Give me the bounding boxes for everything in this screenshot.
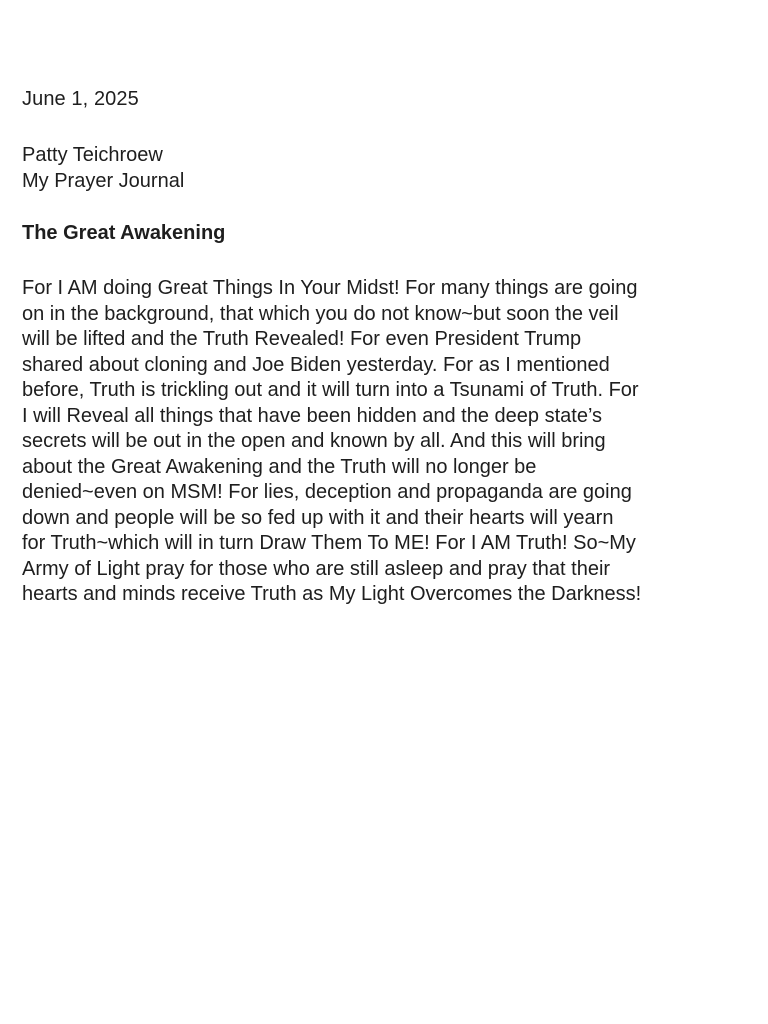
author-name: Patty Teichroew: [22, 144, 163, 166]
body-line: about the Great Awakening and the Truth will no longer be: [22, 455, 537, 478]
entry-date: June 1, 2025: [22, 88, 139, 110]
body-line: hearts and minds receive Truth as My Light Overcomes the Darkness!: [22, 583, 642, 605]
body-line: down and people will be so fed up with it and their hearts will yearn: [22, 506, 614, 529]
body-line: Army of Light pray for those who are still asleep and pray that their: [22, 557, 611, 580]
entry-body: [22, 276, 742, 608]
entry-title: The Great Awakening: [22, 222, 226, 244]
body-line: denied~even on MSM! For lies, deception and propaganda are going: [22, 481, 632, 503]
body-line: for Truth~which will in turn Draw Them To ME! For I AM Truth! So~My: [22, 532, 636, 554]
body-line: For I AM doing Great Things In Your Midst! For many things are going: [22, 277, 638, 299]
body-line: secrets will be out in the open and known by all. And this will bring: [22, 430, 606, 452]
body-line: shared about cloning and Joe Biden yesterday. For as I mentioned: [22, 353, 610, 376]
body-line: before, Truth is trickling out and it will turn into a Tsunami of Truth. For: [22, 379, 639, 401]
body-line: I will Reveal all things that have been hidden and the deep state’s: [22, 404, 603, 427]
body-line: on in the background, that which you do not know~but soon the veil: [22, 302, 619, 325]
author-block: [22, 142, 184, 194]
journal-name: My Prayer Journal: [22, 170, 185, 192]
body-line: will be lifted and the Truth Revealed! For even President Trump: [22, 328, 582, 350]
